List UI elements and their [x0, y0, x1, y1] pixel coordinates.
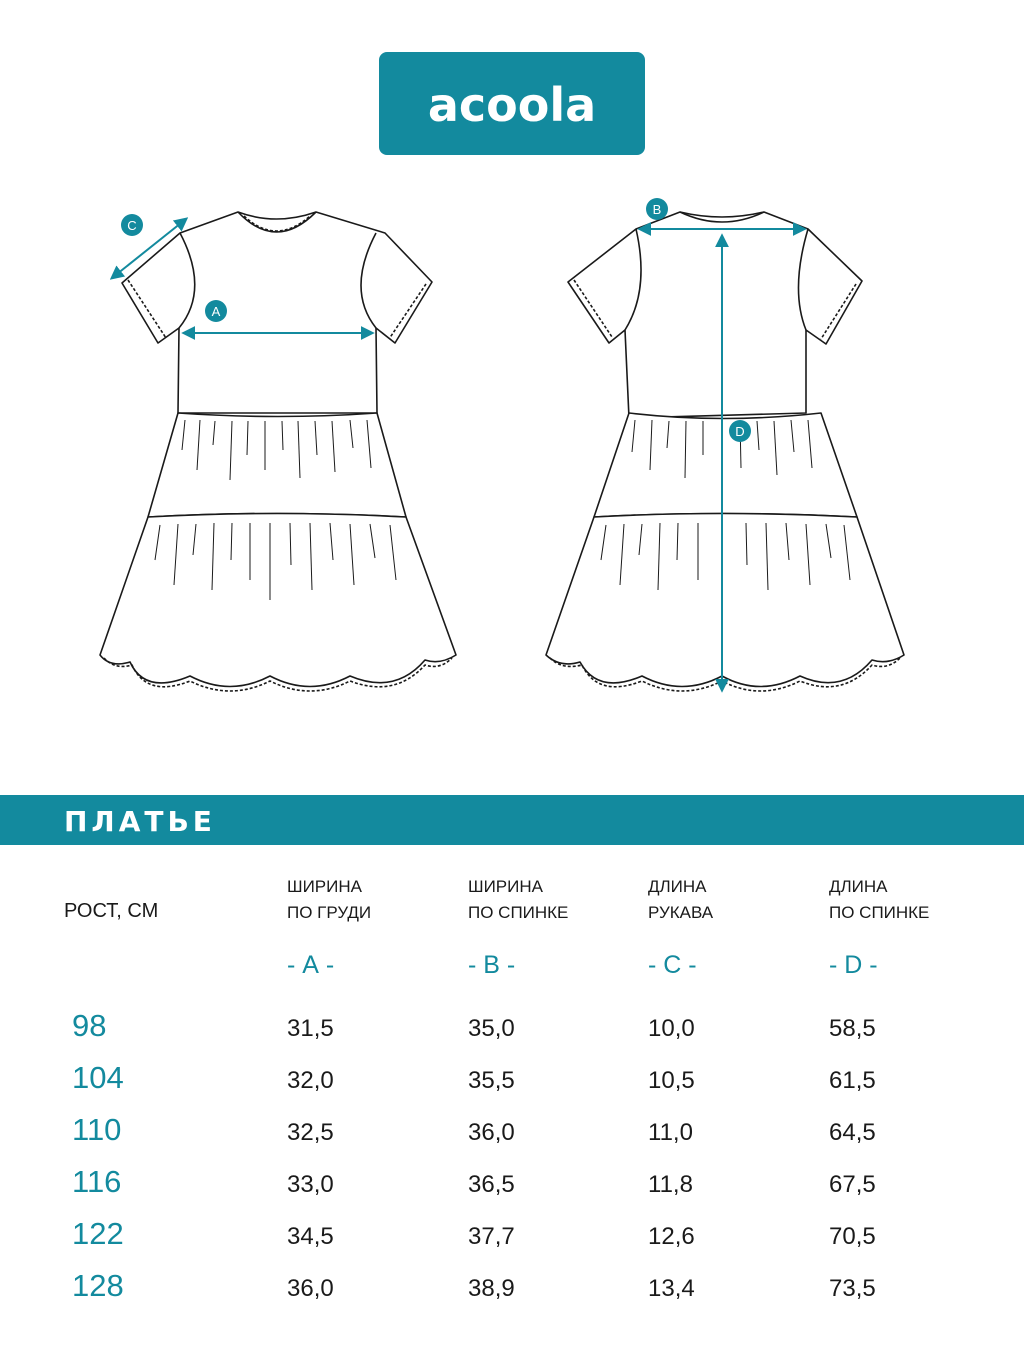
header-back-length	[829, 874, 929, 926]
logo-text: acoola	[427, 78, 597, 129]
dress-front-drawing	[100, 212, 456, 691]
cell-value: 36,0	[287, 1275, 334, 1302]
header-line1: ДЛИНА	[648, 877, 707, 896]
cell-value: 70,5	[829, 1223, 876, 1250]
cell-value: 36,0	[468, 1119, 515, 1146]
header-back-width	[468, 874, 568, 926]
header-height: РОСТ, СМ	[64, 900, 159, 922]
cell-value: 12,6	[648, 1223, 695, 1250]
header-line1: ШИРИНА	[287, 877, 362, 896]
code-d: - D -	[829, 951, 878, 979]
cell-value: 10,0	[648, 1015, 695, 1042]
section-banner	[0, 795, 1024, 845]
code-c: - С -	[648, 951, 697, 979]
cell-value: 36,5	[468, 1171, 515, 1198]
cell-value: 11,8	[648, 1171, 693, 1198]
section-title: ПЛАТЬЕ	[64, 805, 216, 838]
cell-value: 11,0	[648, 1119, 693, 1146]
cell-value: 33,0	[287, 1171, 334, 1198]
size-value: 122	[72, 1216, 124, 1251]
cell-value: 32,0	[287, 1067, 334, 1094]
size-value: 110	[72, 1112, 122, 1147]
cell-value: 34,5	[287, 1223, 334, 1250]
header-line2: РУКАВА	[648, 903, 714, 922]
cell-value: 58,5	[829, 1015, 876, 1042]
marker-c-label: C	[127, 218, 137, 233]
header-line1: ДЛИНА	[829, 877, 888, 896]
marker-c	[121, 214, 143, 236]
marker-d-label: D	[735, 424, 745, 439]
header-line2: ПО ГРУДИ	[287, 903, 372, 922]
marker-a	[205, 300, 227, 322]
cell-value: 73,5	[829, 1275, 876, 1302]
cell-value: 31,5	[287, 1015, 334, 1042]
marker-b	[646, 198, 668, 220]
header-chest-width	[287, 874, 371, 926]
size-value: 128	[72, 1268, 124, 1303]
code-b: - В -	[468, 951, 516, 979]
header-line2: ПО СПИНКЕ	[468, 903, 569, 922]
size-value: 116	[72, 1164, 122, 1199]
cell-value: 32,5	[287, 1119, 334, 1146]
cell-value: 37,7	[468, 1223, 515, 1250]
marker-b-label: B	[652, 202, 662, 217]
cell-value: 35,0	[468, 1015, 515, 1042]
size-value: 104	[72, 1060, 124, 1095]
garment-drawings	[0, 190, 1024, 710]
header-line1: ШИРИНА	[468, 877, 543, 896]
brand-logo-wordmark	[402, 79, 622, 129]
cell-value: 10,5	[648, 1067, 695, 1094]
cell-value: 67,5	[829, 1171, 876, 1198]
header-line2: ПО СПИНКЕ	[829, 903, 930, 922]
size-value: 98	[72, 1008, 107, 1043]
cell-value: 35,5	[468, 1067, 515, 1094]
brand-logo	[379, 52, 645, 155]
marker-d	[729, 420, 751, 442]
cell-value: 13,4	[648, 1275, 695, 1302]
cell-value: 64,5	[829, 1119, 876, 1146]
code-a: - А -	[287, 951, 335, 979]
dress-back-drawing	[546, 212, 904, 691]
cell-value: 38,9	[468, 1275, 515, 1302]
cell-value: 61,5	[829, 1067, 876, 1094]
header-sleeve-length	[648, 874, 713, 926]
marker-a-label: A	[211, 304, 221, 319]
